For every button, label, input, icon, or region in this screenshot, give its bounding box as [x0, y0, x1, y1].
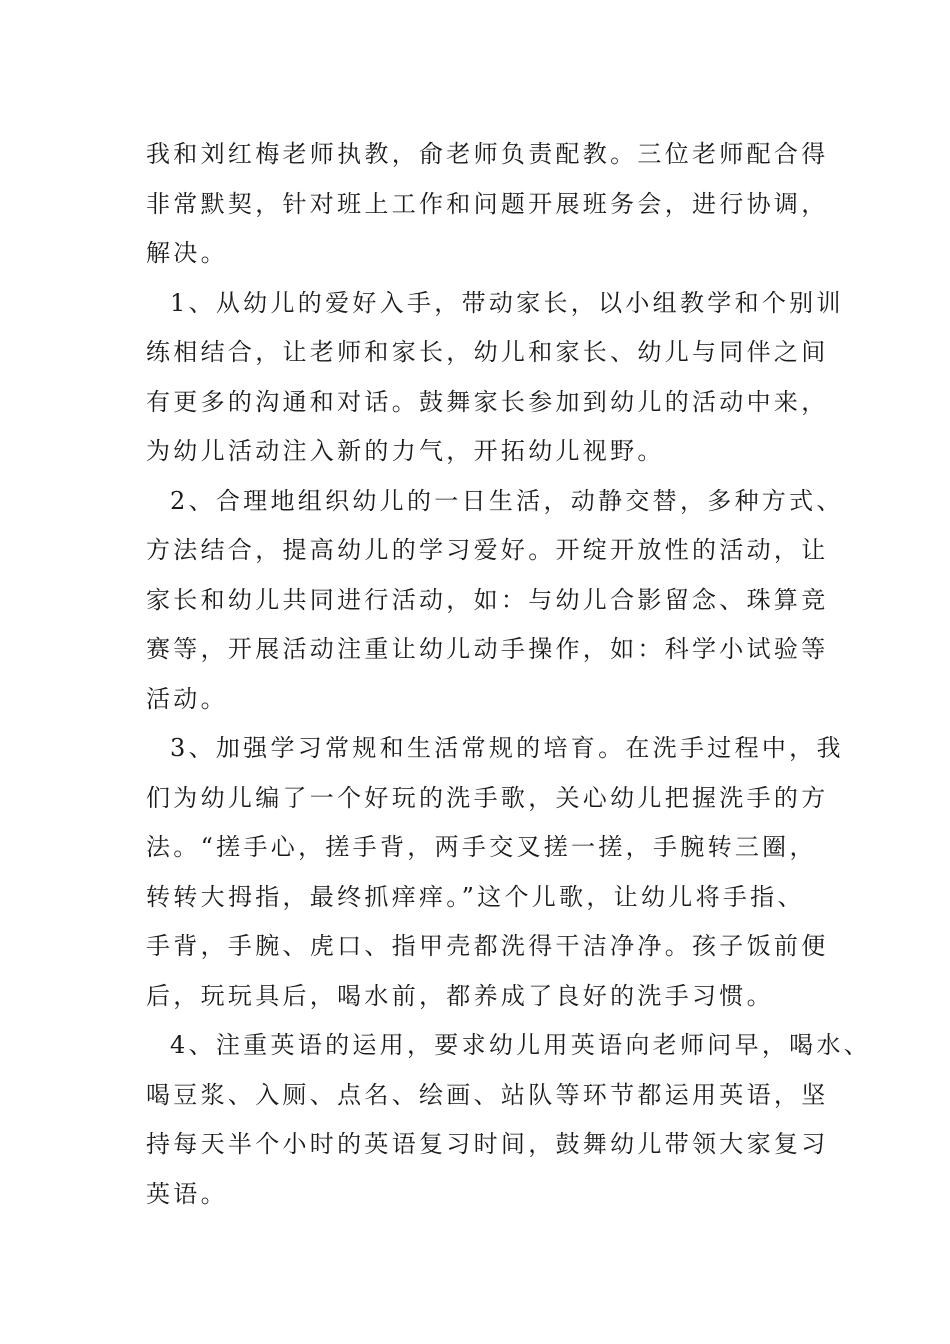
text-line: 们为幼儿编了一个好玩的洗手歌，关心幼儿把握洗手的方 — [146, 783, 829, 812]
text-line: 2、合理地组织幼儿的一日生活，动静交替，多种方式、 — [170, 486, 844, 515]
paragraph-item-1 — [146, 279, 844, 477]
text-line: 赛等，开展活动注重让幼儿动手操作，如：科学小试验等 — [146, 635, 829, 663]
paragraph-item-4 — [146, 1021, 872, 1219]
text-line: 3、加强学习常规和生活常规的培育。在洗手过程中，我 — [170, 734, 844, 762]
text-line: 活动。 — [146, 684, 228, 713]
text-line: 法。“搓手心，搓手背，两手交叉搓一搓，手腕转三圈， — [146, 833, 817, 861]
text-line: 家长和幼儿共同进行活动，如：与幼儿合影留念、珠算竞 — [146, 585, 829, 614]
text-line: 持每天半个小时的英语复习时间，鼓舞幼儿带领大家复习 — [146, 1130, 829, 1158]
paragraph-item-2 — [146, 477, 844, 725]
text-line: 1、从幼儿的爱好入手，带动家长，以小组教学和个别训 — [170, 288, 844, 317]
text-line: 后，玩玩具后，喝水前，都养成了良好的洗手习惯。 — [146, 981, 774, 1010]
text-line: 练相结合，让老师和家长，幼儿和家长、幼儿与同伴之间 — [146, 338, 829, 366]
text-line: 为幼儿活动注入新的力气，开拓幼儿视野。 — [146, 437, 665, 465]
paragraph-item-3 — [146, 724, 844, 1021]
text-line: 喝豆浆、入厕、点名、绘画、站队等环节都运用英语，坚 — [146, 1080, 829, 1109]
text-line: 有更多的沟通和对话。鼓舞家长参加到幼儿的活动中来， — [146, 387, 829, 416]
text-line: 非常默契，针对班上工作和问题开展班务会，进行协调， — [146, 189, 829, 218]
text-line: 4、注重英语的运用，要求幼儿用英语向老师问早，喝水、 — [170, 1031, 872, 1059]
text-line: 手背，手腕、虎口、指甲壳都洗得干洁净净。孩子饭前便 — [146, 932, 829, 960]
paragraph-teachers — [146, 130, 829, 279]
text-line: 方法结合，提高幼儿的学习爱好。开绽开放性的活动，让 — [146, 536, 829, 564]
text-line: 转转大拇指，最终抓痒痒。”这个儿歌，让幼儿将手指、 — [146, 882, 805, 911]
text-line: 解决。 — [146, 239, 228, 267]
text-line: 我和刘红梅老师执教，俞老师负责配教。三位老师配合得 — [146, 140, 829, 168]
document-body — [146, 130, 872, 1219]
text-line: 英语。 — [146, 1179, 228, 1208]
